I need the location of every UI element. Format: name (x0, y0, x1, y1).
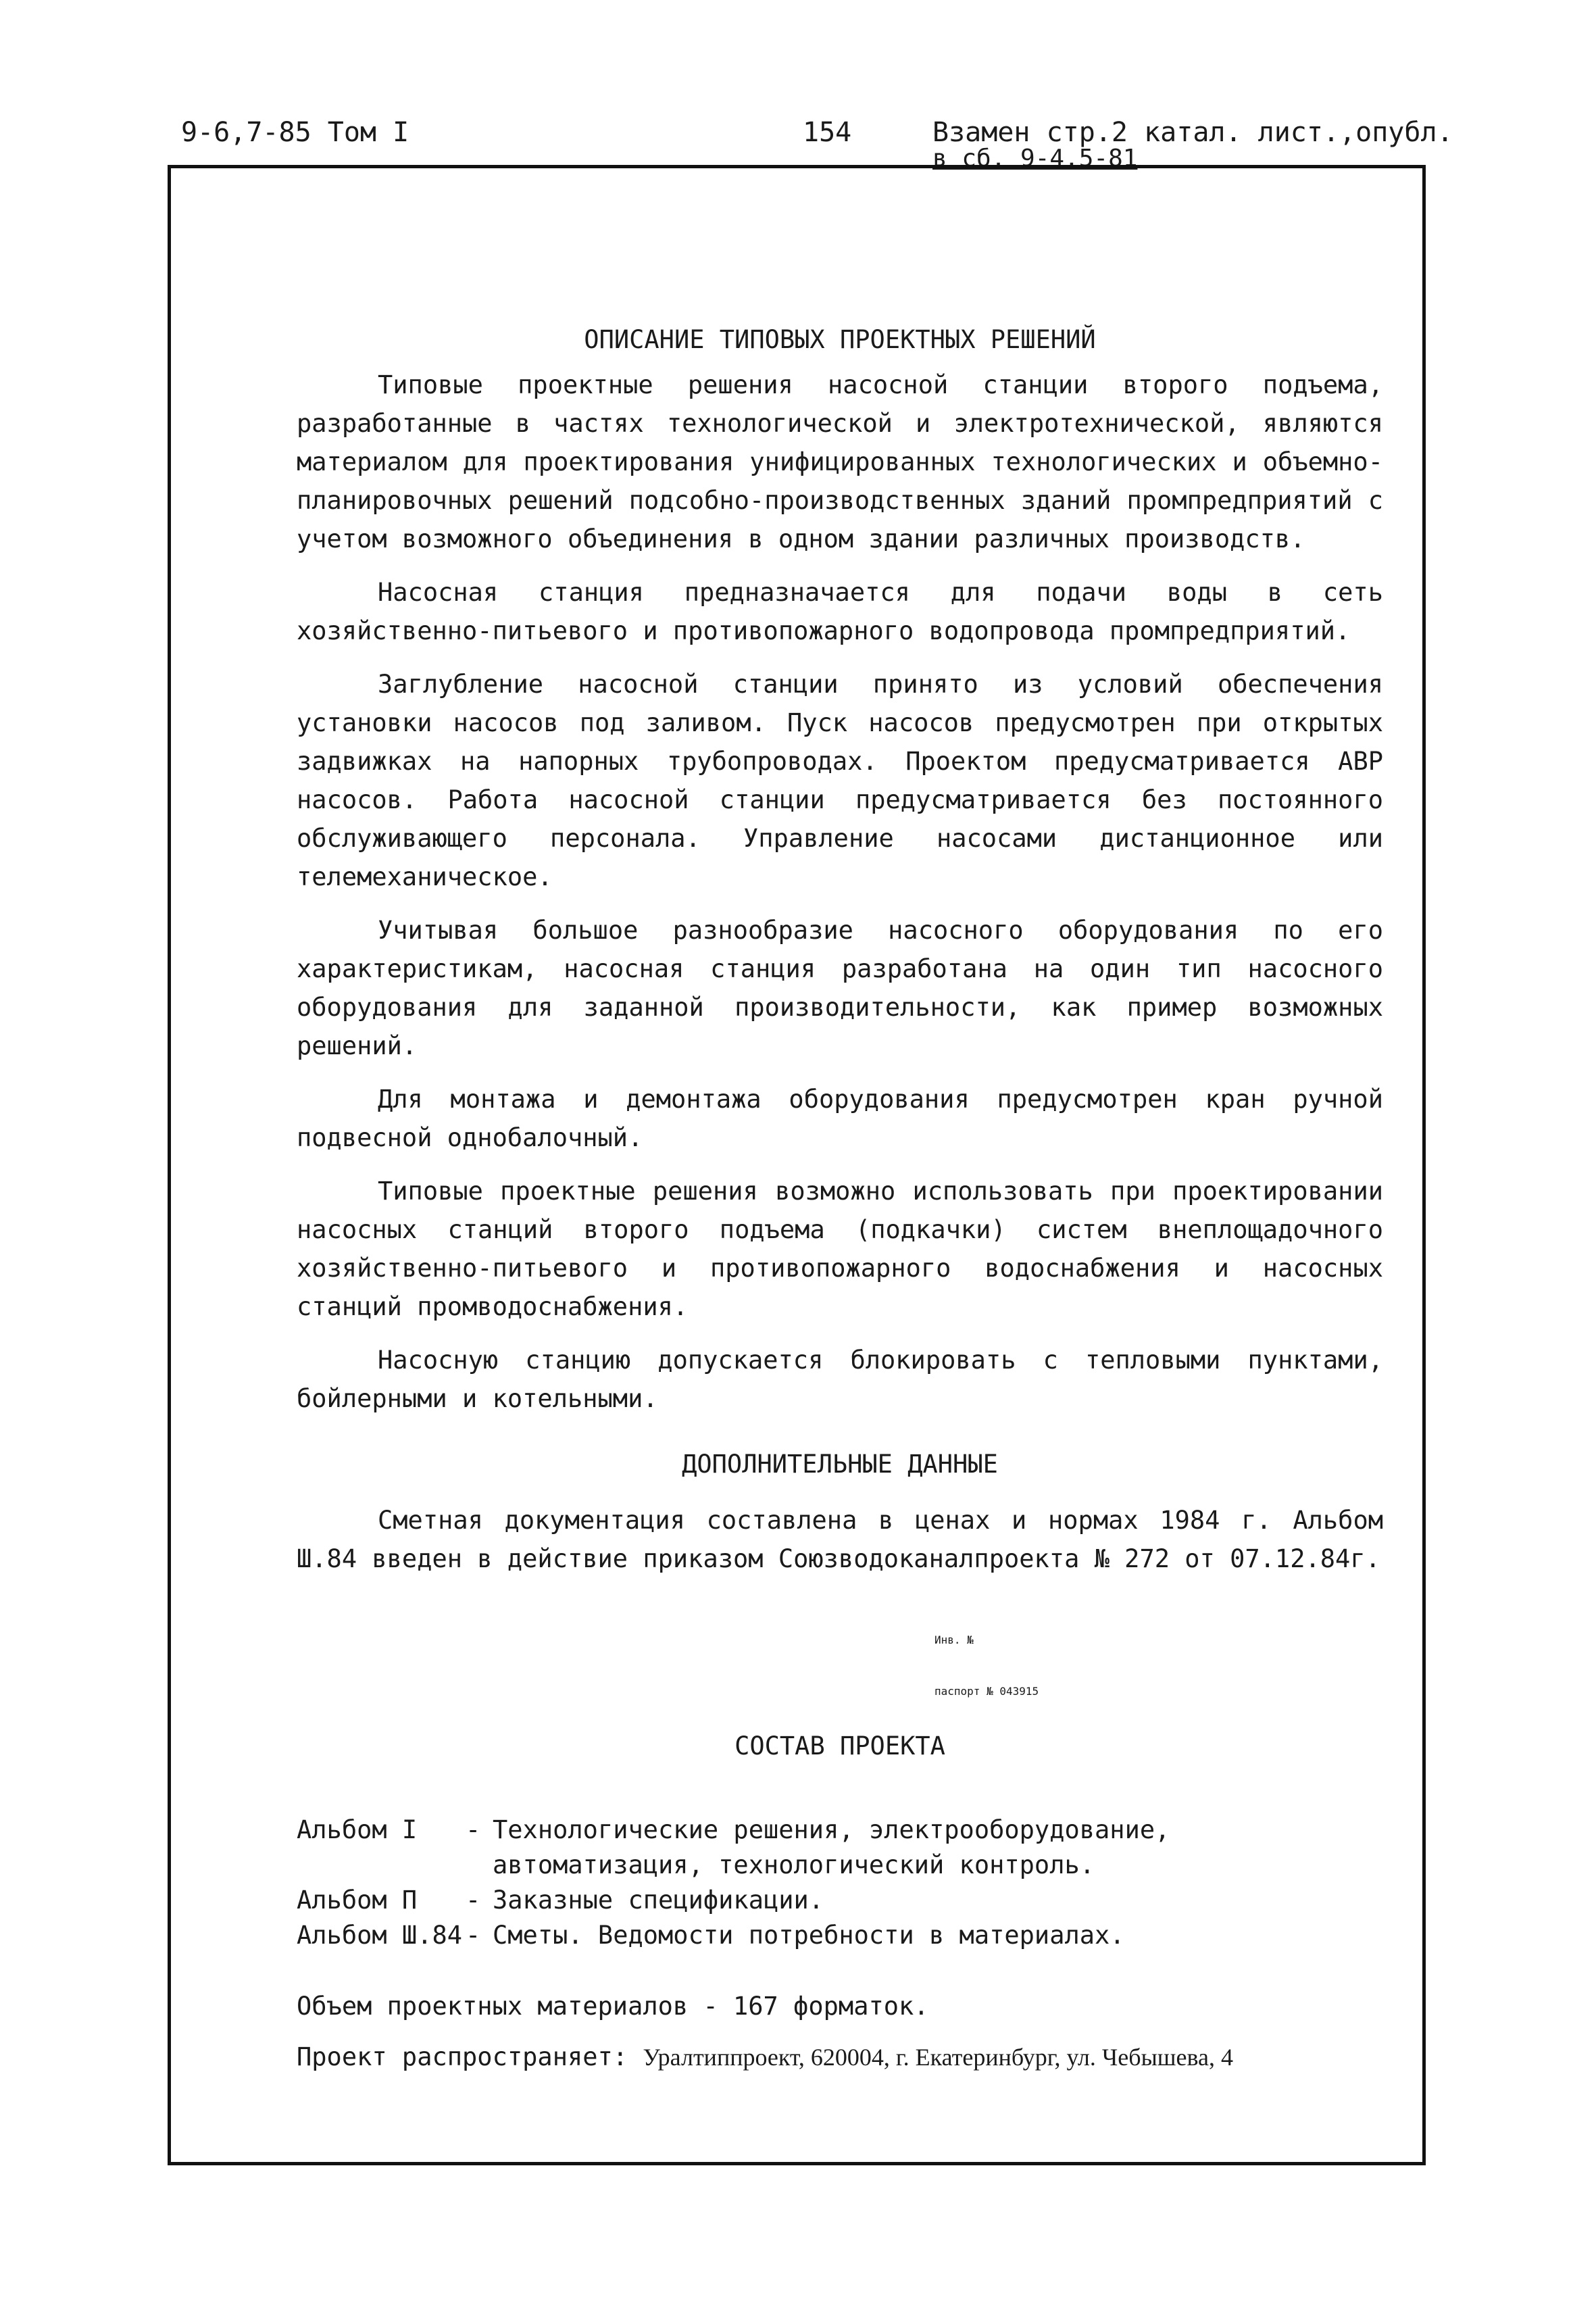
page-number: 154 (803, 117, 852, 148)
albums-list (297, 1813, 1383, 1953)
section-title-additional-data: ДОПОЛНИТЕЛЬНЫЕ ДАННЫЕ (682, 1450, 998, 1479)
replacement-note-line1: Взамен стр.2 катал. лист.,опубл. (932, 117, 1453, 148)
album-description: Сметы. Ведомости потребности в материалах. (493, 1921, 1125, 1950)
document-code: 9-6,7-85 Том I (181, 117, 409, 148)
album-row (297, 1883, 1383, 1918)
album-name: Альбом Ш.84 (297, 1921, 463, 1950)
page-frame (168, 165, 1426, 2165)
distributor (297, 2038, 1383, 2077)
distributor-organization: Уралтиппроект, 620004, г. Екатеринбург, ул. Чебышева, 4 (643, 2044, 1233, 2071)
album-description: Технологические решения, электрооборудование, автоматизация, технологический контроль. (493, 1815, 1170, 1879)
paragraph: Насосная станция предназначается для подачи воды в сеть хозяйственно-питьевого и противопожарного водопровода промпредприятий. (297, 578, 1383, 645)
section-title-description: ОПИСАНИЕ ТИПОВЫХ ПРОЕКТНЫХ РЕШЕНИЙ (584, 325, 1096, 354)
inventory-block (934, 1615, 1039, 1717)
document-body (297, 320, 1383, 2077)
album-dash: - (466, 1921, 481, 1950)
distributor-label: Проект распространяет: (297, 2042, 628, 2071)
paragraph: Типовые проектные решения возможно использовать при проектировании насосных станций второго подъема (подкачки) систем внеплощадочного хозяйственно-питьевого и противопожарного водоснабжения и насосных станций промводоснабжения. (297, 1177, 1383, 1321)
materials-volume: Объем проектных материалов - 167 форматок. (297, 1992, 929, 2021)
paragraph: Заглубление насосной станции принято из условий обеспечения установки насосов под заливом. Пуск насосов предусмотрен при открытых задвижках на напорных трубопроводах. Проектом предусматривается АВР насосов. Работа насосной станции предусматривается без постоянного обслуживающего персонала. Управление насосами дистанционное или телемеханическое. (297, 670, 1383, 891)
album-description: Заказные спецификации. (493, 1886, 824, 1915)
paragraph: Сметная документация составлена в ценах и нормах 1984 г. Альбом Ш.84 введен в действие приказом Союзводоканалпроекта № 272 от 07.12.84г. (297, 1506, 1383, 1573)
paragraph: Насосную станцию допускается блокировать с тепловыми пунктами, бойлерными и котельными. (297, 1346, 1383, 1413)
paragraph: Для монтажа и демонтажа оборудования предусмотрен кран ручной подвесной однобалочный. (297, 1085, 1383, 1152)
album-name: Альбом П (297, 1886, 418, 1915)
section-title-project-composition: СОСТАВ ПРОЕКТА (734, 1731, 945, 1761)
replacement-note-line2: в сб. 9-4.5-81 (932, 145, 1138, 172)
album-name: Альбом I (297, 1815, 418, 1844)
album-dash: - (466, 1886, 481, 1915)
album-row (297, 1918, 1383, 1953)
passport-number: паспорт № 043915 (934, 1685, 1039, 1698)
paragraph: Учитывая большое разнообразие насосного оборудования по его характеристикам, насосная станция разработана на один тип насосного оборудования для заданной производительности, как пример возможных решений. (297, 916, 1383, 1060)
album-dash: - (466, 1815, 481, 1844)
replacement-note (932, 116, 1453, 172)
album-row (297, 1813, 1383, 1883)
paragraph: Типовые проектные решения насосной станции второго подъема, разработанные в частях технологической и электротехнической, являются материалом для проектирования унифицированных технологических и объемно-планировочных решений подсобно-производственных зданий промпредприятий с учетом возможного объединения в одном здании различных производств. (297, 370, 1383, 553)
inventory-number: Инв. № (934, 1633, 974, 1646)
